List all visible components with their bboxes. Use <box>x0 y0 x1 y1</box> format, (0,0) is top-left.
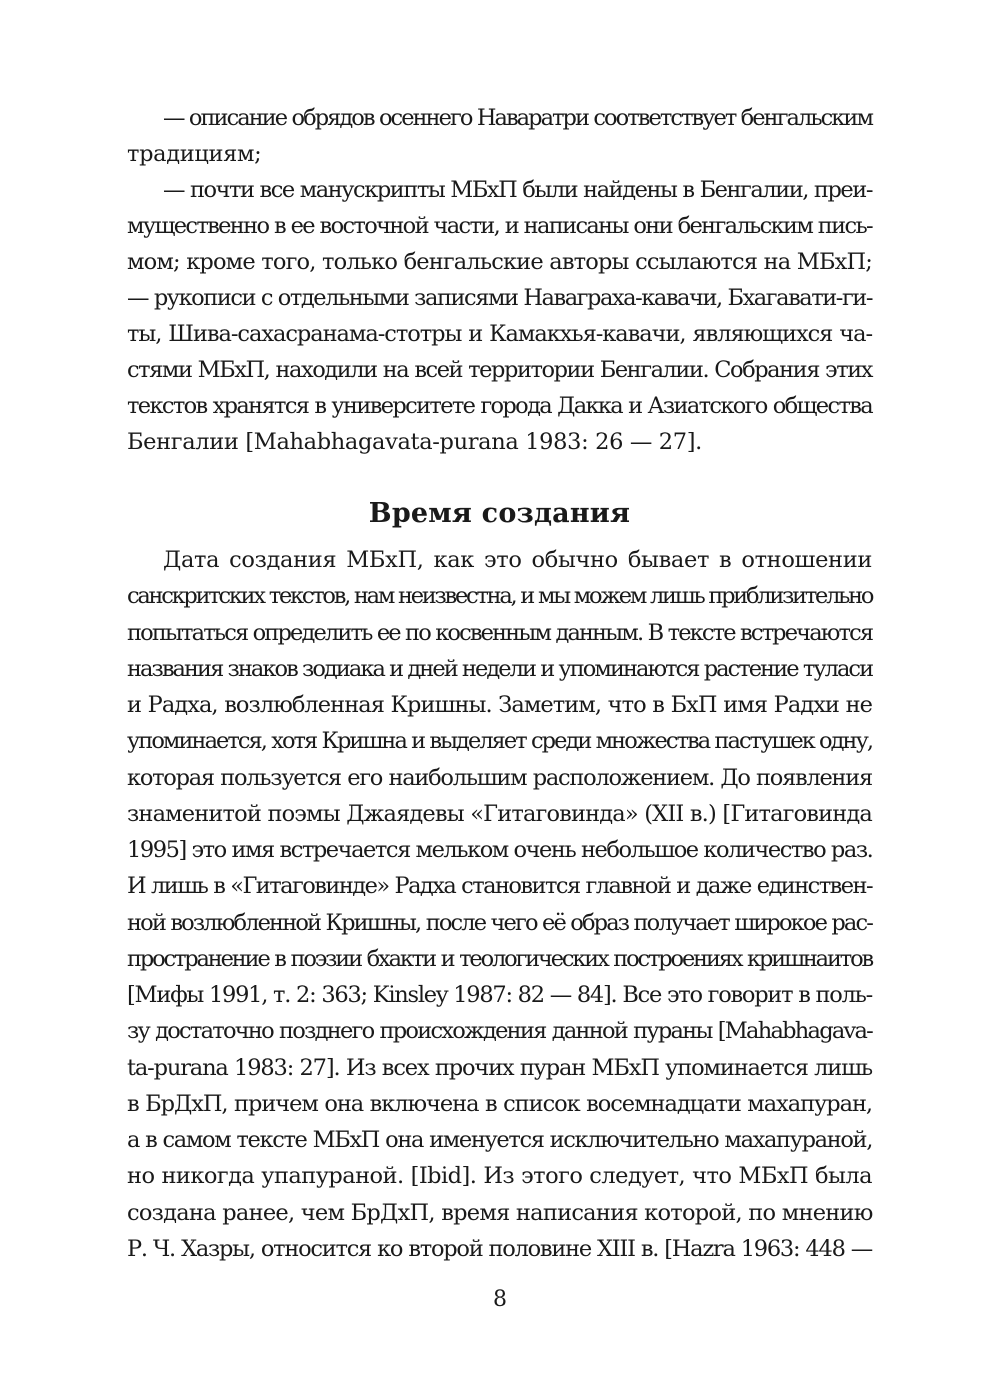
text-line: И лишь в «Гитаговинде» Радха становится главной и даже единствен- <box>127 873 872 900</box>
text-line: а в самом тексте МБхП она именуется исключительно махапураной, <box>127 1127 872 1153</box>
paragraph-dating <box>127 542 872 1267</box>
text-line: ной возлюбленной Кришны, после чего её образ получает широкое рас- <box>127 909 872 936</box>
text-line: в БрДхП, причем она включена в список восемнадцати махапуран, <box>127 1090 872 1117</box>
text-line: Бенгалии [Mahabhagavata-purana 1983: 26 — 27]. <box>127 429 702 455</box>
text-line: текстов хранятся в университете города Дакка и Азиатского общества <box>127 393 872 419</box>
text-line: — рукописи с отдельными записями Наваграха-кавачи, Бхагавати-ги- <box>127 285 872 311</box>
text-line: пространение в поэзии бхакти и теологических построениях кришнаитов <box>127 945 872 972</box>
text-line: 1995] это имя встречается мельком очень небольшое количество раз. <box>127 837 873 863</box>
section-heading: Время создания <box>368 498 631 529</box>
text-line: зу достаточно позднего происхождения данной пураны [Mahabhagava- <box>127 1018 872 1045</box>
text-line: Р. Ч. Хазры, относится ко второй половине XIII в. [Hazra 1963: 448 — <box>127 1235 872 1262</box>
text-line: и Радха, возлюбленная Кришны. Заметим, что в БхП имя Радхи не <box>127 692 872 718</box>
text-line: упоминается, хотя Кришна и выделяет среди множества пастушек одну, <box>127 728 873 755</box>
text-line: которая пользуется его наибольшим расположением. До появления <box>127 764 872 791</box>
text-line: [Мифы 1991, т. 2: 363; Kinsley 1987: 82 — 84]. Все это говорит в поль- <box>127 982 872 1008</box>
page-number: 8 <box>493 1287 507 1312</box>
text-line: санскритских текстов, нам неизвестна, и мы можем лишь приблизительно <box>127 583 873 610</box>
paragraph-list-block <box>127 100 872 460</box>
text-line: — описание обрядов осеннего Наваратри соответствует бенгальским <box>163 105 872 131</box>
text-line: попытаться определить ее по косвенным данным. В тексте встречаются <box>127 619 873 646</box>
text-line: — почти все манускрипты МБхП были найдены в Бенгалии, преи- <box>163 177 872 203</box>
text-line: традициям; <box>127 141 262 167</box>
text-line: ты, Шива-сахасранама-стотры и Камакхья-кавачи, являющихся ча- <box>127 321 872 347</box>
text-line: мом; кроме того, только бенгальские авторы ссылаются на МБхП; <box>127 249 872 275</box>
text-line: названия знаков зодиака и дней недели и упоминаются растение туласи <box>127 655 873 682</box>
text-line: мущественно в ее восточной части, и написаны они бенгальским пись- <box>127 213 872 239</box>
page-content <box>127 100 872 1267</box>
text-line: но никогда упапураной. [Ibid]. Из этого следует, что МБхП была <box>127 1163 872 1190</box>
text-line: ta-purana 1983: 27]. Из всех прочих пуран МБхП упоминается лишь <box>127 1054 872 1081</box>
text-line: создана ранее, чем БрДхП, время написания которой, по мнению <box>127 1199 873 1226</box>
text-line: стями МБхП, находили на всей территории Бенгалии. Собрания этих <box>127 357 872 383</box>
text-line: знаменитой поэмы Джаядевы «Гитаговинда» (XII в.) [Гитаговинда <box>127 800 872 827</box>
text-line: Дата создания МБхП, как это обычно бывает в отношении <box>163 547 872 573</box>
